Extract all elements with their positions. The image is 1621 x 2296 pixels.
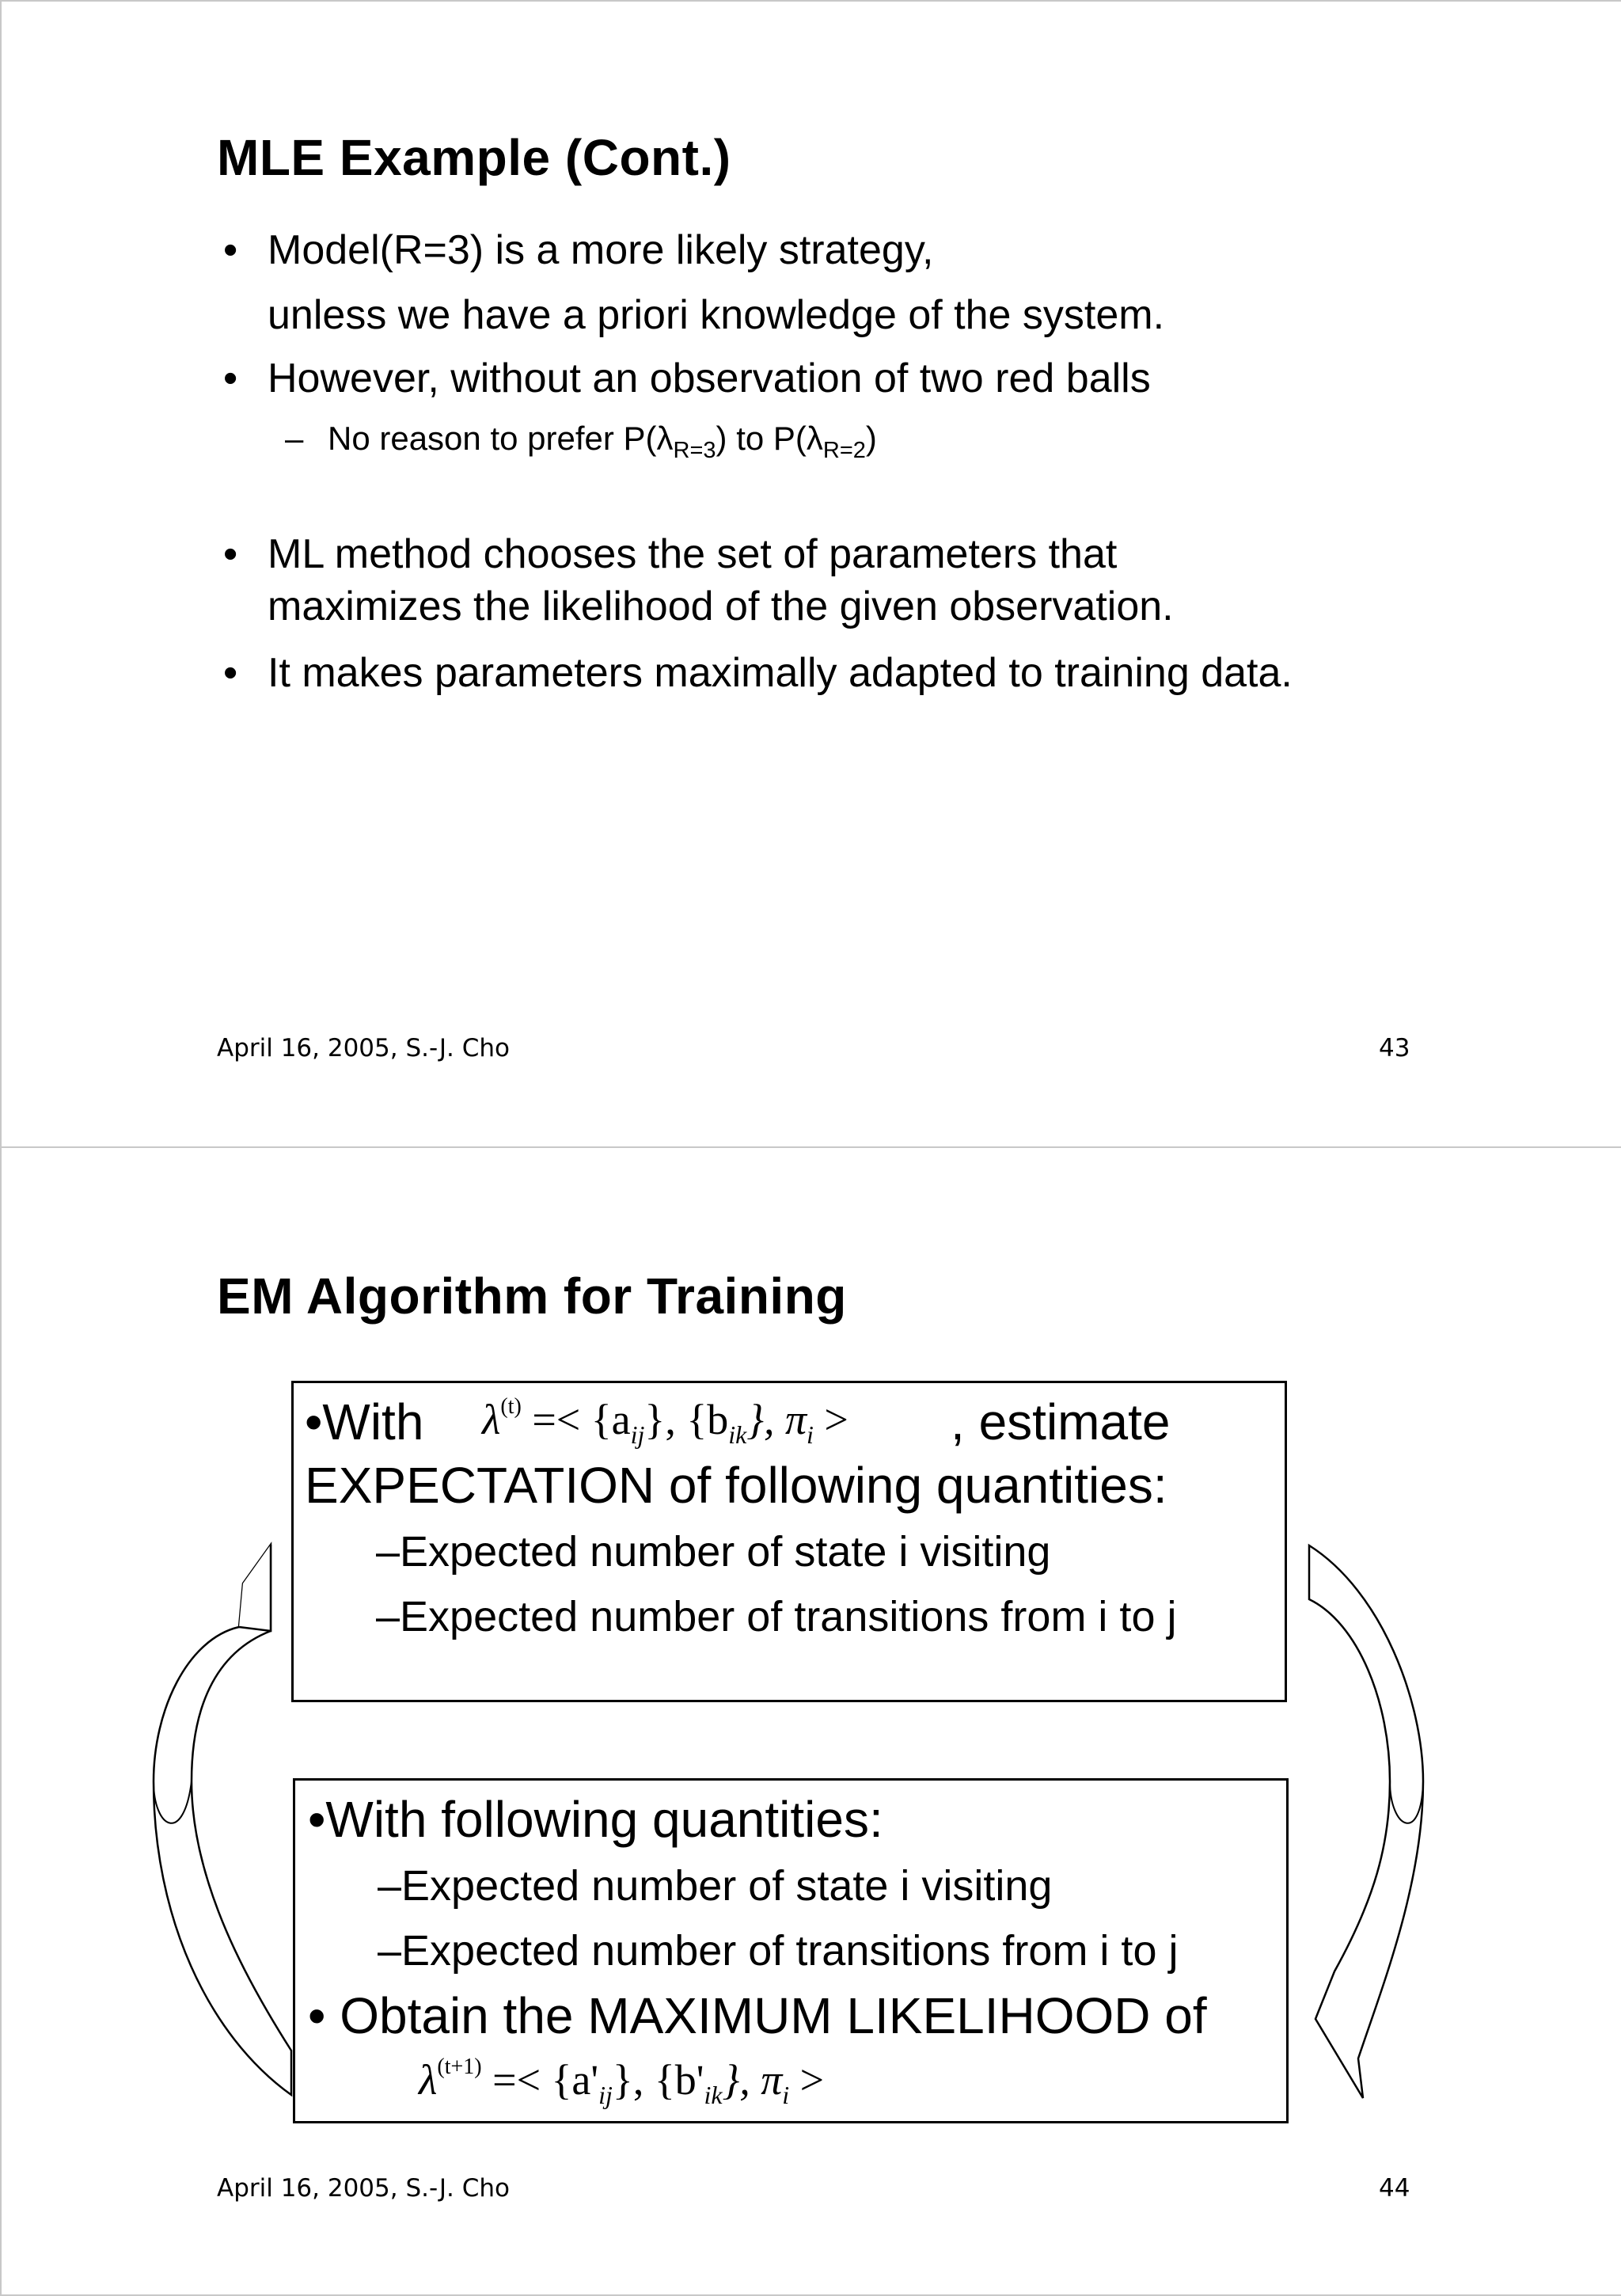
- formula-body: =< {a: [532, 1396, 631, 1443]
- formula-mid: }, {b': [612, 2056, 704, 2104]
- bullet-continuation: [268, 583, 1174, 630]
- formula-mid: }, {b: [644, 1396, 729, 1443]
- formula-sub: ik: [704, 2081, 723, 2109]
- sub-text: ): [865, 420, 877, 457]
- curved-arrow-up-icon: [152, 1544, 294, 2098]
- bullet-dot: •: [223, 355, 238, 401]
- curved-arrow-down-icon: [1287, 1544, 1429, 2098]
- sub-index: R=2: [822, 438, 866, 463]
- bullet-adapted: [223, 649, 1293, 697]
- with-label: •With: [305, 1393, 424, 1450]
- bullet-text: Model(R=3) is a more likely strategy,: [268, 227, 934, 273]
- lambda-t-plus-1-formula: [419, 2055, 824, 2110]
- formula-lambda: λ: [419, 2056, 438, 2104]
- lambda-t-formula: [482, 1394, 848, 1450]
- sub-index: R=3: [673, 438, 716, 463]
- formula-pi: }, π: [746, 1396, 807, 1443]
- slide-title: EM Algorithm for Training: [217, 1268, 847, 1325]
- bullet-text: ML method chooses the set of parameters that: [268, 531, 1118, 577]
- bullet-model-r3: [223, 226, 934, 274]
- bullet-text: unless we have a priori knowledge of the system.: [268, 292, 1165, 338]
- bullet-text: maximizes the likelihood of the given observation.: [268, 584, 1174, 629]
- formula-sub: ij: [630, 1420, 645, 1449]
- obtain-maximum-likelihood: • Obtain the MAXIMUM LIKELIHOOD of: [308, 1987, 1207, 2044]
- slide-title: MLE Example (Cont.): [217, 129, 731, 186]
- list-item: –Expected number of state i visiting: [376, 1528, 1051, 1576]
- formula-sup: (t+1): [437, 2055, 482, 2079]
- bullet-without-observation: [223, 355, 1151, 402]
- list-item: –Expected number of transitions from i to j: [378, 1927, 1179, 1975]
- estimate-text: , estimate: [951, 1393, 1171, 1450]
- footer-date-author: April 16, 2005, S.-J. Cho: [217, 2174, 511, 2203]
- expectation-step-box: [291, 1381, 1287, 1702]
- bullet-text: However, without an observation of two red balls: [268, 355, 1151, 401]
- formula-body: =< {a': [492, 2056, 599, 2104]
- bullet-dot: •: [223, 650, 238, 696]
- page-number: 44: [1379, 2174, 1410, 2203]
- expectation-heading: EXPECTATION of following quantities:: [305, 1457, 1167, 1514]
- formula-sub: ik: [728, 1420, 747, 1449]
- list-item: –Expected number of transitions from i to j: [376, 1593, 1177, 1640]
- bullet-ml-method: [223, 530, 1118, 578]
- sub-text: No reason to prefer P(λ: [328, 420, 674, 457]
- formula-sub: i: [807, 1420, 814, 1449]
- formula-end: >: [824, 1396, 848, 1443]
- page-number: 43: [1379, 1034, 1410, 1062]
- bullet-text: It makes parameters maximally adapted to training data.: [268, 650, 1293, 696]
- bullet-dot: •: [223, 531, 238, 577]
- bullet-dot: •: [223, 227, 238, 273]
- sub-text: ) to P(λ: [716, 420, 823, 457]
- formula-sub: ij: [598, 2081, 613, 2109]
- formula-pi: }, π: [722, 2056, 783, 2104]
- with-following-heading: •With following quantities:: [308, 1791, 883, 1848]
- footer-date-author: April 16, 2005, S.-J. Cho: [217, 1034, 511, 1062]
- formula-lambda: λ: [482, 1396, 501, 1443]
- maximization-step-box: [293, 1778, 1289, 2123]
- list-item: –Expected number of state i visiting: [378, 1862, 1053, 1910]
- sub-bullet-no-reason: [285, 420, 877, 464]
- bullet-continuation: [268, 291, 1164, 339]
- dash-marker: –: [285, 420, 304, 457]
- formula-sub: i: [782, 2081, 790, 2109]
- formula-sup: (t): [500, 1394, 522, 1419]
- slide-44: [0, 1146, 1621, 2296]
- formula-end: >: [799, 2056, 825, 2104]
